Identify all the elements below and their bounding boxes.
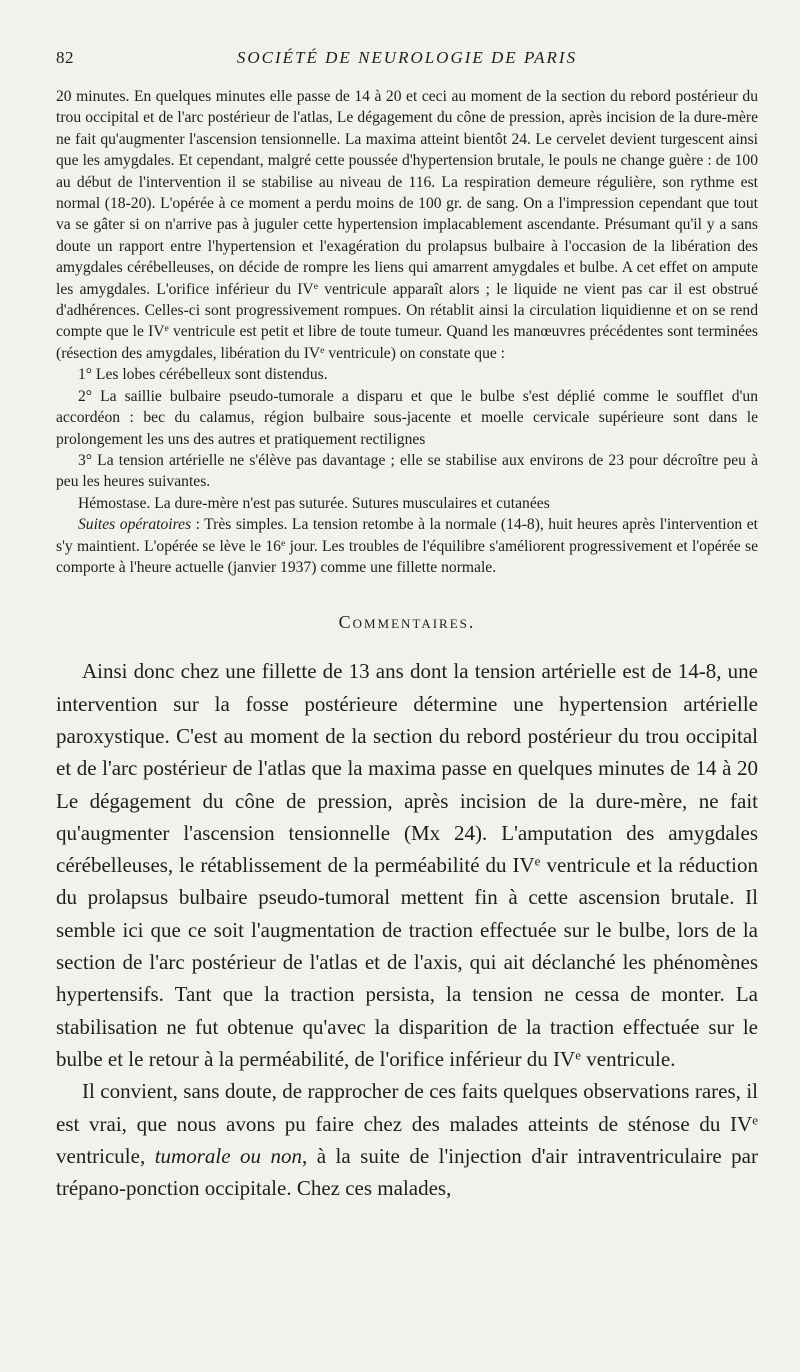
suites-paragraph <box>56 514 758 578</box>
suites-label: Suites opératoires <box>78 516 192 534</box>
text-run: ventricule) on constate que : <box>324 344 506 362</box>
text-run: ventricule. <box>581 1046 676 1071</box>
commentary-paragraph-1 <box>56 655 758 1075</box>
text-run: ventricule est petit et libre de toute tumeur. Quand les manœuvres précédentes sont terminées (résection des amygdales, libération du IV <box>56 323 758 362</box>
page-number: 82 <box>56 48 74 67</box>
superscript: e <box>164 323 169 335</box>
italic-run: tumorale ou non <box>154 1143 302 1168</box>
superscript: e <box>313 280 318 292</box>
text-run: , à la suite de l'injection d'air intraventriculaire par trépano-ponction occipitale. Chez ces malades, <box>56 1143 758 1201</box>
superscript: e <box>752 1112 758 1127</box>
case-report-text <box>56 86 758 578</box>
text-run: ventricule, <box>56 1143 155 1168</box>
text-run: ventricule apparaît alors ; le liquide ne vient pas car il est obstrué d'adhérences. Celles-ci sont progressivement rompues. On rétablit ainsi la circulation liquidienne et on se rend compte que le IV <box>56 280 759 341</box>
superscript: e <box>320 345 325 357</box>
superscript: e <box>280 537 286 549</box>
finding-item-3: 3° La tension artérielle ne s'élève pas davantage ; elle se stabilise aux environs de 23 pour décroître peu à peu les heures suivantes. <box>56 451 758 491</box>
text-run: Ainsi donc chez une fillette de 13 ans dont la tension artérielle est de 14-8, une intervention sur la fosse postérieure détermine une hypertension artérielle paroxystique. C'est au moment de la section du rebord postérieur du trou occipital et de l'arc postérieur de l'atlas que la maxima passe en quelques minutes de 14 à 20 Le dégagement du cône de pression, après incision de la dure-mère, ne fait qu'augmenter l'ascension tensionnelle (Mx 24). L'amputation des amygdales cérébelleuses, le rétablissement de la perméabilité du IV <box>56 659 758 878</box>
text-run: ventricule et la réduction du prolapsus bulbaire pseudo-tumoral mettent fin à cette ascension brutale. Il semble ici que ce soit l'augmentation de traction effectuée sur le bulbe, lors de la section de l'arc postérieur de l'atlas et de l'axis, qui ait déclanché les phénomènes hypertensifs. Tant que la traction persista, la tension ne cessa de monter. La stabilisation ne fut obtenue qu'avec la disparition de la traction effectuée sur le bulbe et le retour à la perméabilité, de l'orifice inférieur du IV <box>56 853 758 1071</box>
text-run: Il convient, sans doute, de rapprocher de ces faits quelques observations rares, il est vrai, que nous avons pu faire chez des malades atteints de sténose du IV <box>56 1079 758 1136</box>
finding-item-2: 2° La saillie bulbaire pseudo-tumorale a disparu et que le bulbe s'est déplié comme le soufflet d'un accordéon : bec du calamus, région bulbaire sous-jacente et moelle cervicale supérieure sont dans le prolongement les uns des autres et pratiquement rectilignes <box>56 387 758 448</box>
superscript: e <box>575 1047 581 1063</box>
finding-item-1: 1° Les lobes cérébelleux sont distendus. <box>78 366 328 384</box>
commentary-text <box>56 655 758 1204</box>
section-heading: Commentaires. <box>338 612 476 633</box>
text-run: jour. Les troubles de l'équilibre s'améliorent progressivement et l'opérée se comporte à l'heure actuelle (janvier 1937) comme une fillette normale. <box>56 537 759 576</box>
text-run: 20 minutes. En quelques minutes elle passe de 14 à 20 et ceci au moment de la section du rebord postérieur du trou occipital et de l'arc postérieur de l'atlas, Le dégagement du cône de pression, après incision de la dure-mère ne fait qu'augmenter l'ascension tensionnelle. La maxima atteint bientôt 24. Le cervelet devient turgescent ainsi que les amygdales. Et cependant, malgré cette poussée d'hypertension brutale, le pouls ne change guère : de 100 au début de l'intervention il se stabilise au niveau de 116. La respiration demeure régulière, son rythme est normal (18-20). L'opérée à ce moment a perdu moins de 100 gr. de sang. On a l'impression cependant que tout va se gâter si on n'arrive pas à juguler cette hypertension implacablement ascendante. Présumant qu'il y a sans doute un rapport entre l'hypertension et l'exagération du prolapsus bulbaire à l'occasion de la libération des amygdales cérébelleuses, on décide de rompre les liens qui amarrent amygdales et bulbe. A cet effet on ampute les amygdales. L'orifice inférieur du IV <box>56 88 758 298</box>
text-run: : Très simples. La tension retombe à la normale (14-8), huit heures après l'intervention et s'y maintient. L'opérée se lève le 16 <box>56 516 758 555</box>
case-paragraph <box>56 86 758 364</box>
journal-title: SOCIÉTÉ DE NEUROLOGIE DE PARIS <box>236 48 578 67</box>
commentary-paragraph-2 <box>56 1075 758 1204</box>
running-head <box>56 48 758 76</box>
hemostase-paragraph: Hémostase. La dure-mère n'est pas suturée. Sutures musculaires et cutanées <box>78 494 550 512</box>
superscript: e <box>534 853 541 869</box>
